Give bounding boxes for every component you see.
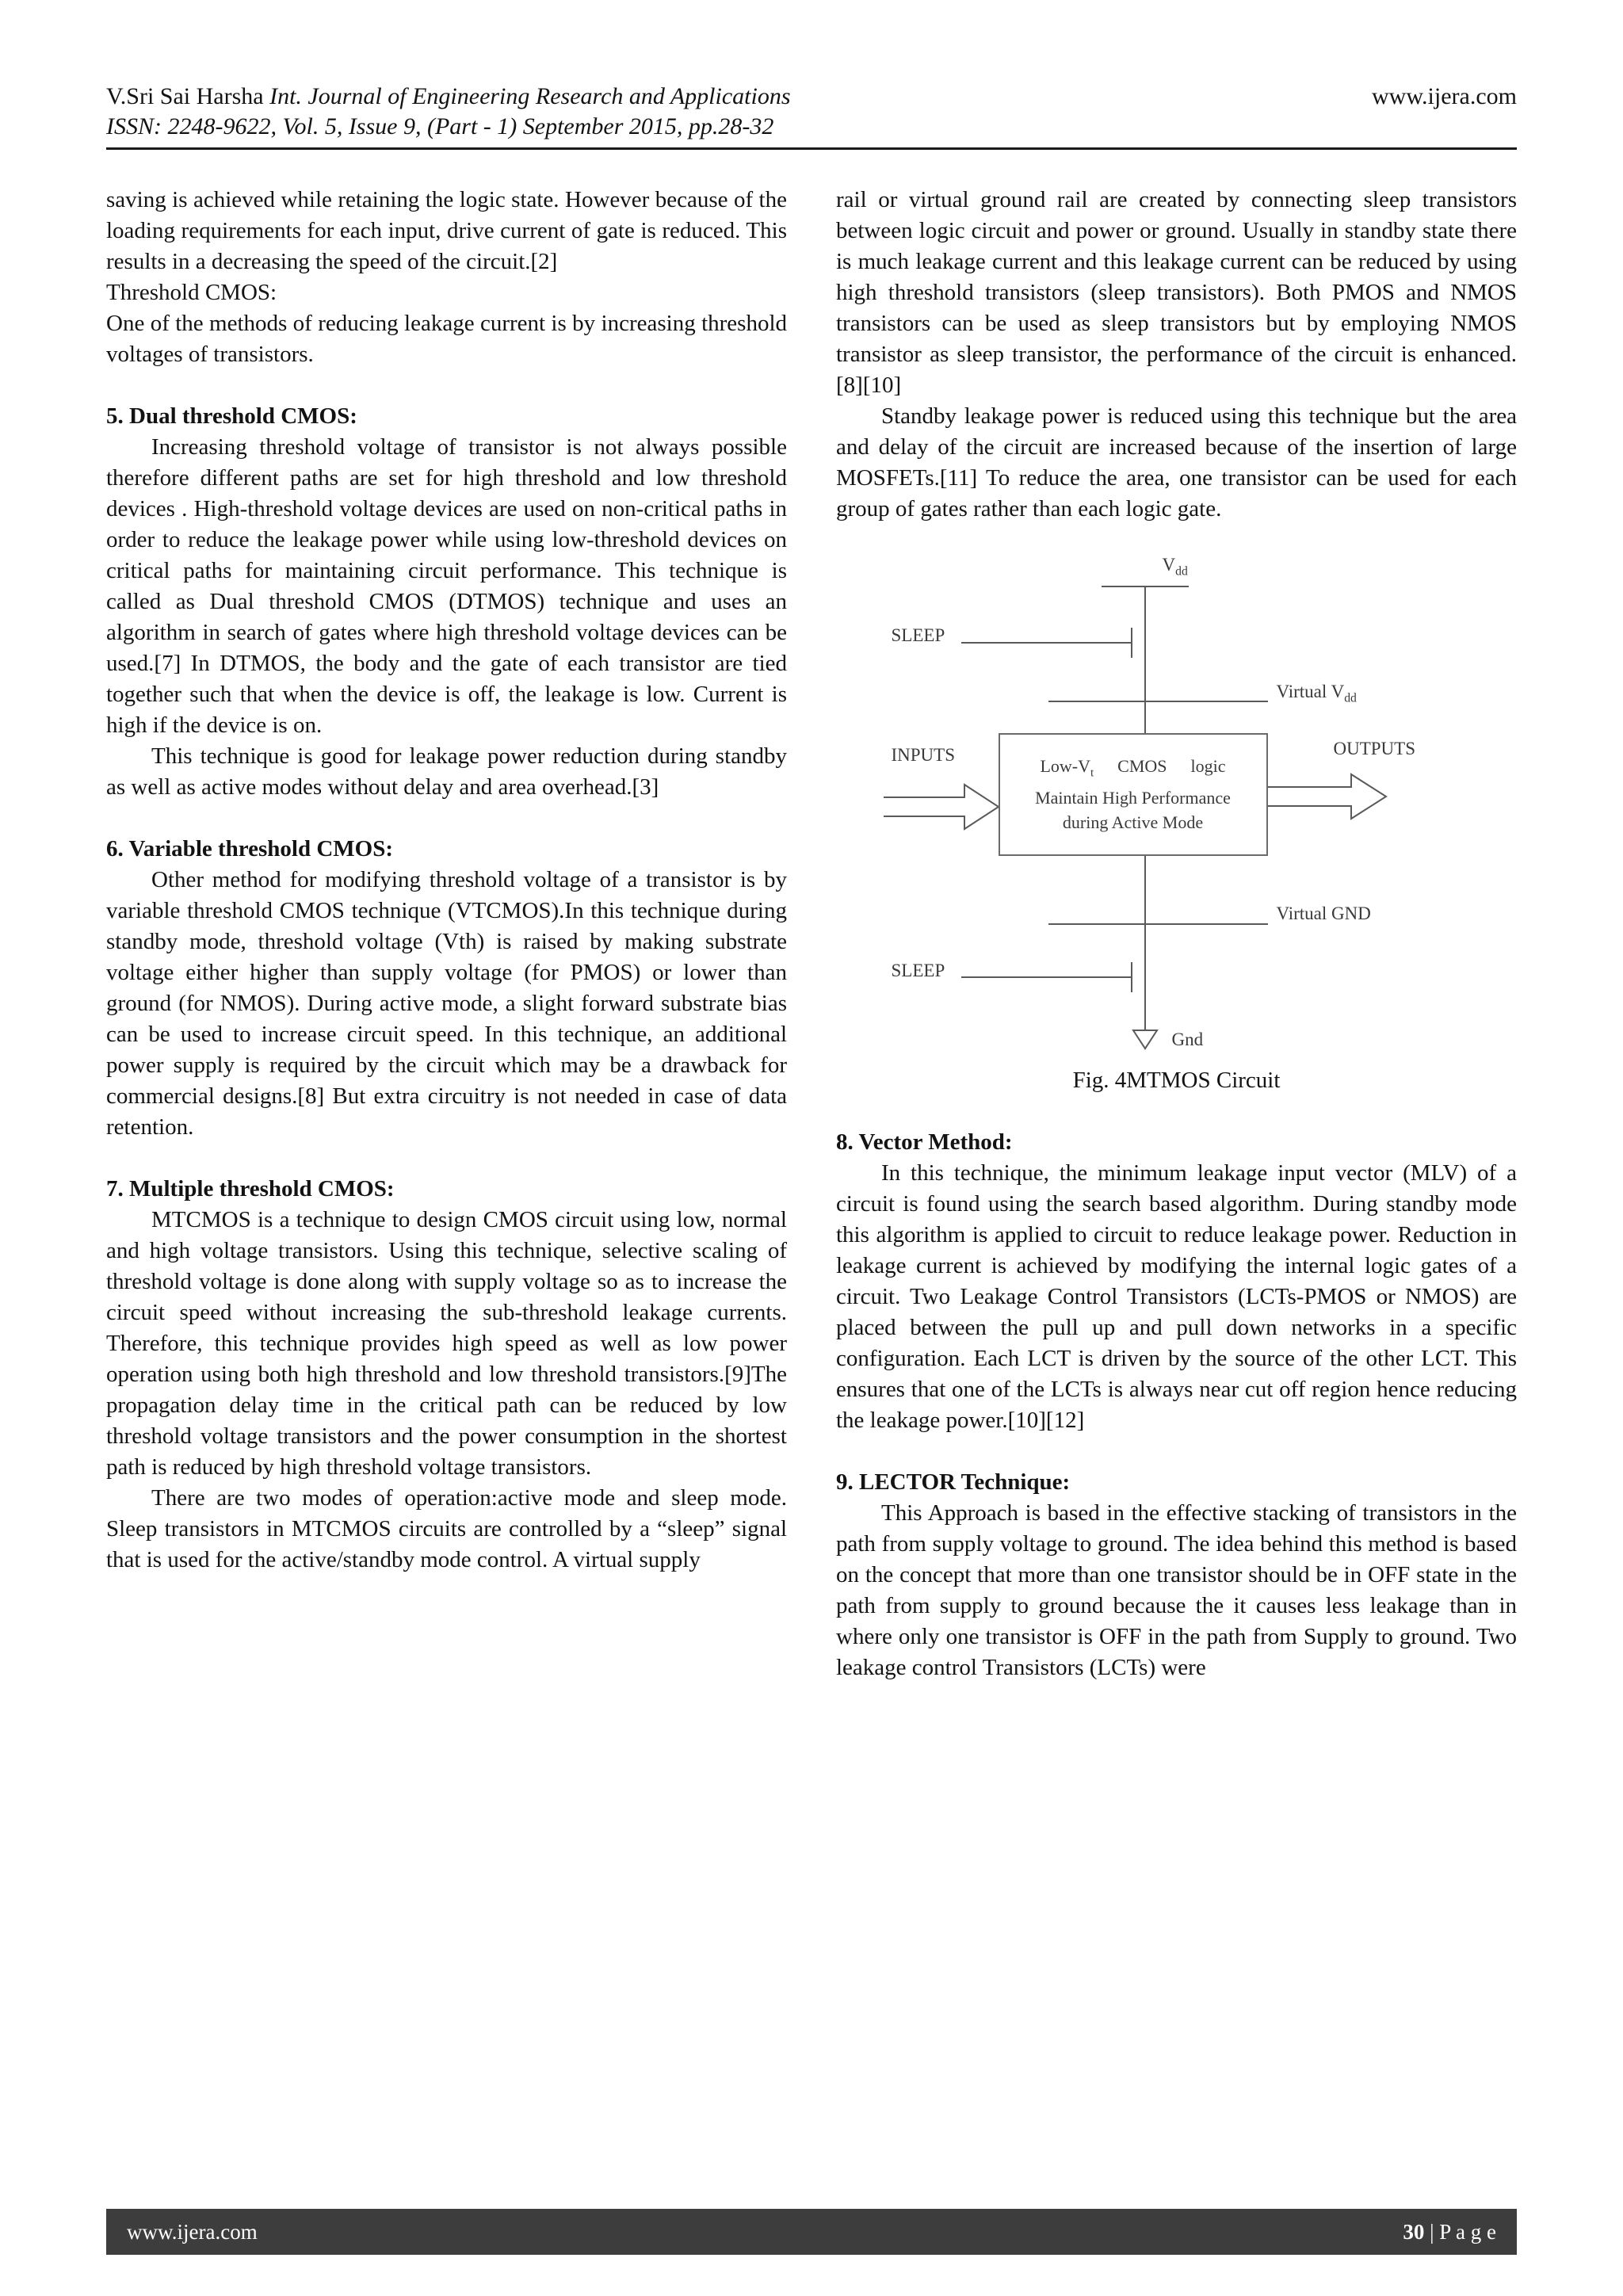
mtmos-circuit-figure xyxy=(868,552,1486,1065)
virtual-vdd-label xyxy=(1277,682,1357,709)
sleep-top-label: SLEEP xyxy=(891,625,945,645)
outputs-label: OUTPUTS xyxy=(1333,739,1416,758)
section5-heading: 5. Dual threshold CMOS: xyxy=(106,403,357,429)
logic-block xyxy=(999,733,1268,856)
header-rule xyxy=(106,147,1517,150)
section6-paragraph1: Other method for modifying threshold voltage of a transistor is by variable threshold CMOS technique (VTCMOS).In this technique during standby mode, threshold voltage (Vth) is raised by making substrate voltage either higher than supply voltage (for PMOS) or lower than ground (for NMOS). During active mode, a slight forward substrate bias can be used to increase circuit speed. In this technique, an additional power supply is required by the circuit which may be a drawback for commercial designs.[8] But extra circuitry is not needed in case of data retention. xyxy=(106,867,787,1140)
vdd-label xyxy=(1163,555,1188,583)
footer-page-number: 30 xyxy=(1403,2219,1425,2244)
header-line1 xyxy=(106,82,1517,111)
inputs-label: INPUTS xyxy=(891,745,956,765)
standby-leakage-paragraph: Standby leakage power is reduced using this technique but the area and delay of the circuit are increased because of the insertion of large MOSFETs.[11] To reduce the area, one transistor can be used for each group of gates rather than each logic gate. xyxy=(836,403,1517,521)
page-footer xyxy=(106,2209,1517,2255)
threshold-cmos-paragraph: One of the methods of reducing leakage current is by increasing threshold voltages of transistors. xyxy=(106,311,787,367)
sleep-bottom-label: SLEEP xyxy=(891,961,945,980)
virtual-vdd-sub: dd xyxy=(1344,691,1357,705)
issn-line: ISSN: 2248-9622, Vol. 5, Issue 9, (Part - 1) September 2015, pp.28-32 xyxy=(106,113,774,139)
outputs-arrow xyxy=(1268,774,1386,819)
section9-paragraph1: This Approach is based in the effective stacking of transistors in the path from supply voltage to ground. The idea behind this method is based on the concept that more than one transistor should be in OFF state in the path from supply to ground because the it causes less leakage than in where only one transistor is OFF in the path from Supply to ground. Two leakage control Transistors (LCTs) were xyxy=(836,1500,1517,1680)
virtual-gnd-label: Virtual GND xyxy=(1276,904,1371,923)
gnd-label: Gnd xyxy=(1171,1030,1204,1049)
header-title-group xyxy=(106,82,791,111)
page-header xyxy=(106,82,1517,150)
logic-block-line1 xyxy=(1040,757,1225,782)
lowvt-sub: t xyxy=(1090,766,1094,780)
author-name: V.Sri Sai Harsha xyxy=(106,83,264,109)
journal-title: Int. Journal of Engineering Research and Applications xyxy=(269,83,791,109)
footer-page-suffix: | P a g e xyxy=(1430,2219,1496,2244)
threshold-cmos-heading: Threshold CMOS: xyxy=(106,280,277,305)
logic-block-line2: Maintain High Performance xyxy=(1035,787,1231,808)
section7-paragraph1: MTCMOS is a technique to design CMOS circuit using low, normal and high voltage transistors. Using this technique, selective scaling of threshold voltage is done along with supply voltage so as to increase the circuit speed without increasing the sub-threshold leakage currents. Therefore, this technique provides high speed as well as low power operation using both high threshold and low threshold transistors.[9]The propagation delay time in the critical path can be reduced by low threshold voltage transistors and the power consumption in the shortest path is reduced by high threshold voltage transistors. xyxy=(106,1207,787,1480)
right-column xyxy=(836,185,1517,1683)
intro-paragraph: saving is achieved while retaining the logic state. However because of the loading requirements for each input, drive current of gate is reduced. This results in a decreasing the speed of the circuit.[2] xyxy=(106,187,787,274)
section8-heading: 8. Vector Method: xyxy=(836,1129,1013,1155)
journal-website: www.ijera.com xyxy=(1372,83,1517,109)
section5-paragraph2: This technique is good for leakage power reduction during standby as well as active modes without delay and area overhead.[3] xyxy=(106,743,787,800)
left-column xyxy=(106,185,787,1683)
lowvt-base: Low-V xyxy=(1040,756,1091,777)
section7-paragraph2: There are two modes of operation:active mode and sleep mode. Sleep transistors in MTCMOS circuits are controlled by a “sleep” signal that is used for the active/standby mode control. A virtual supply xyxy=(106,1485,787,1572)
footer-page-indicator xyxy=(1403,2220,1496,2244)
inputs-arrow xyxy=(884,785,999,829)
figure-caption: Fig. 4MTMOS Circuit xyxy=(1072,1068,1281,1093)
logic-block-cmos: CMOS xyxy=(1117,756,1167,777)
section9-heading: 9. LECTOR Technique: xyxy=(836,1469,1071,1495)
mtcmos-continuation-paragraph: rail or virtual ground rail are created by connecting sleep transistors between logic circuit and power or ground. Usually in standby state there is much leakage current and this leakage current can be reduced by using high threshold transistors (sleep transistors). Both PMOS and NMOS transistors can be used as sleep transistors but by employing NMOS transistor as sleep transistor, the performance of the circuit is enhanced.[8][10] xyxy=(836,187,1517,398)
ground-symbol xyxy=(1133,1030,1157,1049)
logic-block-logic: logic xyxy=(1190,756,1226,777)
section7-heading: 7. Multiple threshold CMOS: xyxy=(106,1176,395,1201)
vdd-label-sub: dd xyxy=(1175,564,1188,579)
two-column-body xyxy=(106,185,1517,1683)
vdd-label-base: V xyxy=(1162,555,1176,575)
footer-website: www.ijera.com xyxy=(127,2219,258,2244)
section8-paragraph1: In this technique, the minimum leakage input vector (MLV) of a circuit is found using the search based algorithm. During standby mode this algorithm is applied to circuit to reduce leakage power. Reduction in leakage current is achieved by modifying the internal logic gates of a circuit. Two Leakage Control Transistors (LCTs-PMOS or NMOS) are placed between the pull up and pull down networks in a specific configuration. Each LCT is driven by the source of the other LCT. This ensures that one of the LCTs is always near cut off region hence reducing the leakage power.[10][12] xyxy=(836,1160,1517,1433)
virtual-vdd-base: Virtual V xyxy=(1276,682,1345,701)
logic-block-lowvt xyxy=(1040,757,1094,782)
logic-block-line3: during Active Mode xyxy=(1062,812,1204,832)
section5-paragraph1: Increasing threshold voltage of transistor is not always possible therefore different paths are set for high threshold and low threshold devices . High-threshold voltage devices are used on non-critical paths in order to reduce the leakage power while using low-threshold devices on critical paths for maintaining circuit performance. This technique is called as Dual threshold CMOS (DTMOS) technique and uses an algorithm in search of gates where high threshold voltage devices can be used.[7] In DTMOS, the body and the gate of each transistor are tied together such that when the device is off, the leakage is low. Current is high if the device is on. xyxy=(106,434,787,738)
section6-heading: 6. Variable threshold CMOS: xyxy=(106,836,394,861)
